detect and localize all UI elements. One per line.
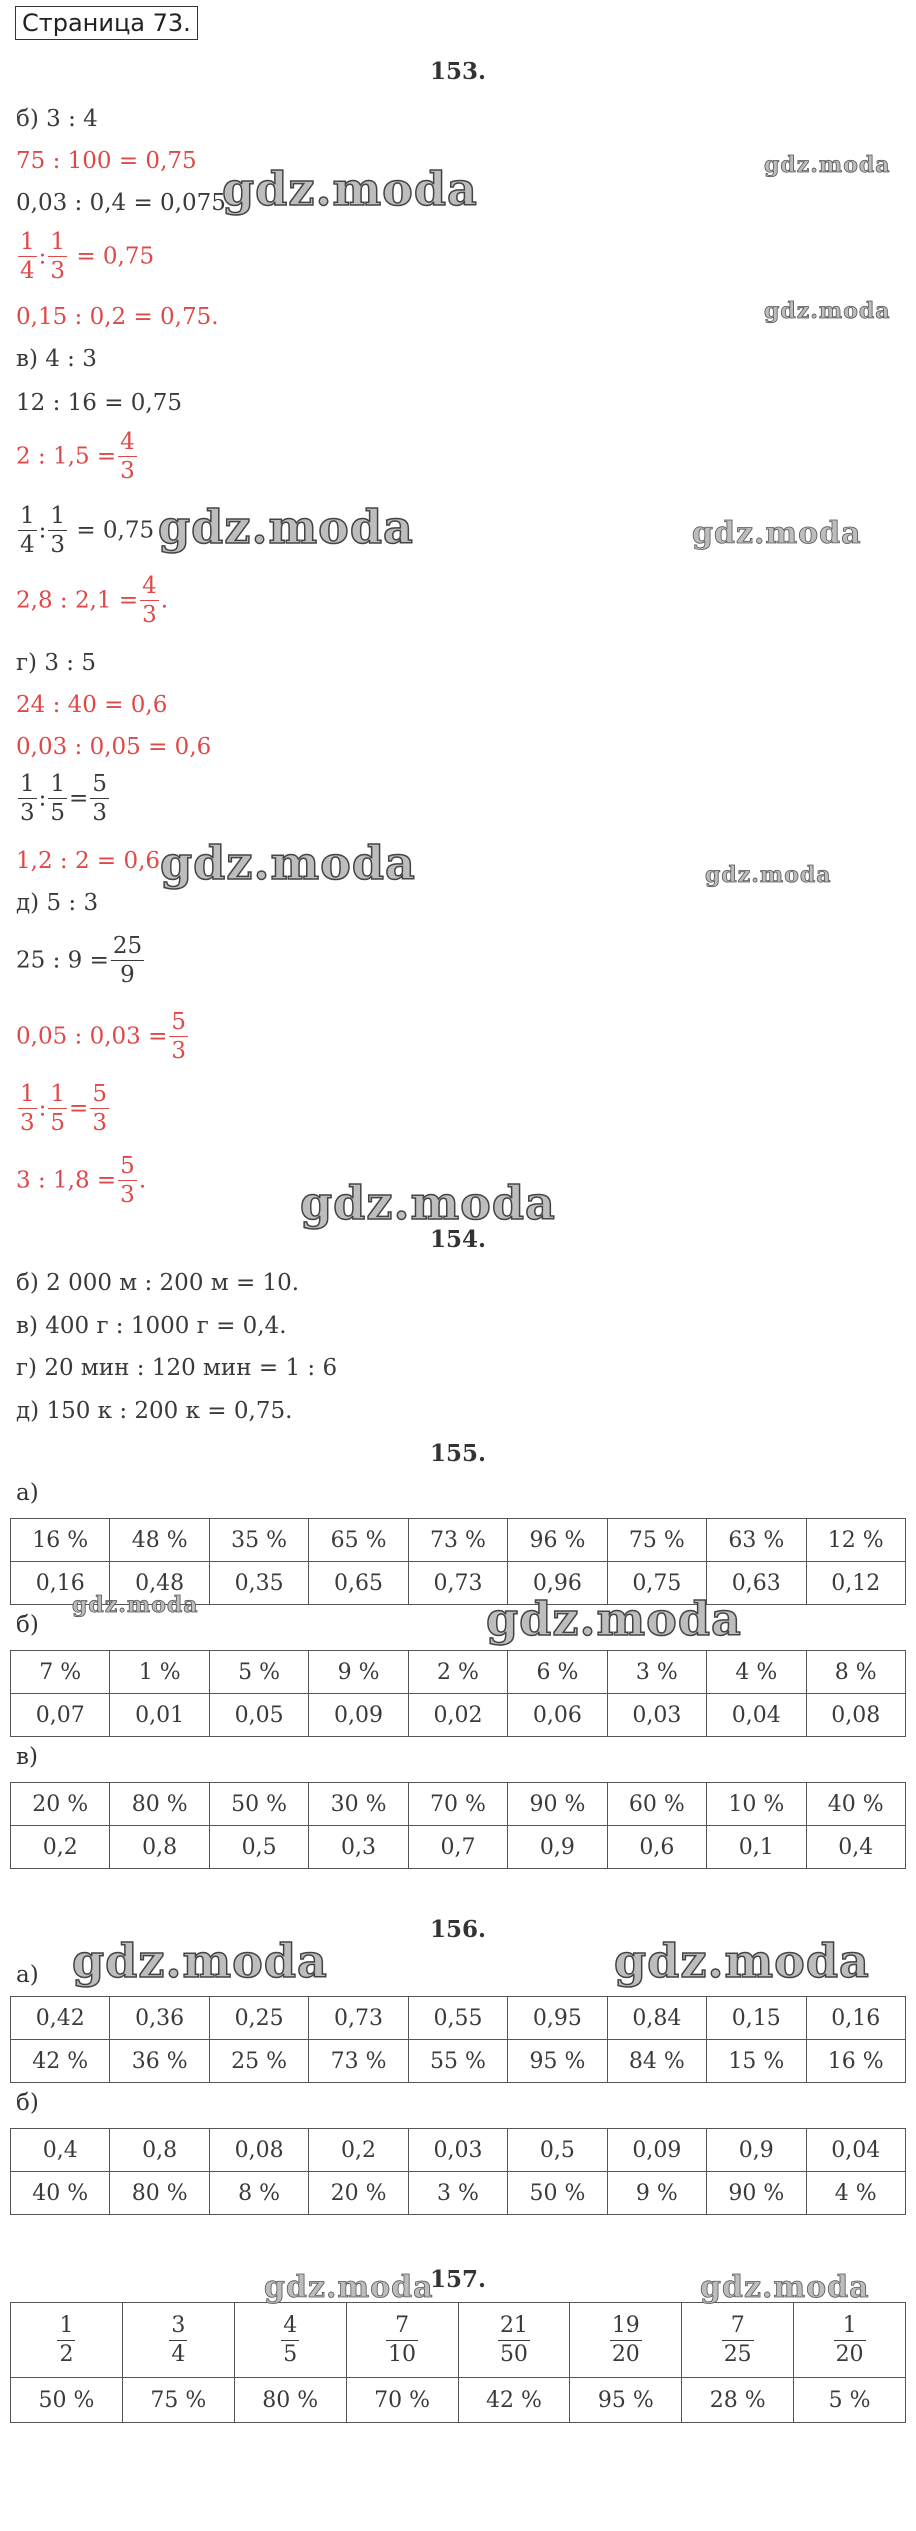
- table-cell: 95 %: [570, 2378, 682, 2423]
- table-cell: 0,06: [508, 1694, 607, 1737]
- table-cell: 0,09: [607, 2129, 706, 2172]
- table-cell: 90 %: [707, 2172, 806, 2215]
- table-cell: 0,73: [309, 1997, 408, 2040]
- problem-153-g-label: г) 3 : 5: [16, 650, 96, 676]
- table-cell: 0,03: [607, 1694, 706, 1737]
- problem-154-g: г) 20 мин : 120 мин = 1 : 6: [16, 1355, 338, 1381]
- table-row: [11, 1997, 906, 2040]
- table-cell: 5 %: [209, 1651, 308, 1694]
- table-cell: 0,48: [110, 1562, 209, 1605]
- watermark: gdz.moda: [614, 1934, 870, 1988]
- problem-153-g-line1: 24 : 40 = 0,6: [16, 692, 168, 718]
- problem-155-b-label: б): [16, 1612, 39, 1638]
- table-cell: 3 %: [408, 2172, 507, 2215]
- watermark: gdz.moda: [692, 516, 862, 551]
- table-cell: 0,5: [508, 2129, 607, 2172]
- table-cell: 6 %: [508, 1651, 607, 1694]
- table-cell: 2 %: [408, 1651, 507, 1694]
- problem-154-heading: 154.: [429, 1226, 487, 1253]
- table-cell: 9 %: [607, 2172, 706, 2215]
- table-row: [11, 2378, 906, 2423]
- fraction: $\frac{5}{3}$: [92, 771, 107, 826]
- table-cell: 80 %: [234, 2378, 346, 2423]
- table-cell: 8 %: [209, 2172, 308, 2215]
- problem-153-v-line2: 2 : 1,5 = $\frac{4}{3}$: [16, 429, 135, 484]
- table-cell: 0,63: [707, 1562, 806, 1605]
- table-row: [11, 2129, 906, 2172]
- table-cell: 0,2: [11, 1826, 110, 1869]
- table-cell: 20 %: [11, 1783, 110, 1826]
- problem-153-b-line1: 75 : 100 = 0,75: [16, 148, 197, 174]
- table-cell: 55 %: [408, 2040, 507, 2083]
- table-cell: 0,96: [508, 1562, 607, 1605]
- table-cell: 50 %: [508, 2172, 607, 2215]
- table-cell: 16 %: [806, 2040, 906, 2083]
- fraction: $\frac{25}{9}$: [112, 933, 143, 988]
- table-cell: 50 %: [11, 2378, 123, 2423]
- fraction: $\frac{7}{10}$: [388, 2312, 417, 2367]
- table-cell: 95 %: [508, 2040, 607, 2083]
- table-row: [11, 1651, 906, 1694]
- table-cell: 0,07: [11, 1694, 110, 1737]
- table-cell: 60 %: [607, 1783, 706, 1826]
- table-cell: 0,04: [707, 1694, 806, 1737]
- watermark: gdz.moda: [72, 1934, 328, 1988]
- fraction: $\frac{1}{3}$: [20, 771, 35, 826]
- table-cell: 0,16: [806, 1997, 906, 2040]
- table-row: [11, 2172, 906, 2215]
- table-row: [11, 1519, 906, 1562]
- table-cell: 0,42: [11, 1997, 110, 2040]
- table-cell: 65 %: [309, 1519, 408, 1562]
- table-cell: 0,12: [806, 1562, 906, 1605]
- problem-155-heading: 155.: [429, 1440, 487, 1467]
- table-cell: 0,3: [309, 1826, 408, 1869]
- problem-153-g-line2: 0,03 : 0,05 = 0,6: [16, 734, 212, 760]
- table-cell: 0,8: [110, 1826, 209, 1869]
- fraction: $\frac{7}{25}$: [723, 2312, 752, 2367]
- problem-155-v-table: [10, 1782, 906, 1869]
- table-cell: 0,2: [309, 2129, 408, 2172]
- table-cell: 73 %: [309, 2040, 408, 2083]
- table-cell: [794, 2303, 906, 2378]
- table-cell: [570, 2303, 682, 2378]
- table-cell: 20 %: [309, 2172, 408, 2215]
- fraction: $\frac{1}{3}$: [20, 1081, 35, 1136]
- fraction: $\frac{19}{20}$: [611, 2312, 640, 2367]
- table-row: [11, 1826, 906, 1869]
- table-cell: [122, 2303, 234, 2378]
- table-cell: 0,9: [707, 2129, 806, 2172]
- table-cell: 75 %: [607, 1519, 706, 1562]
- problem-153-v-line3: $\frac{1}{4}$ : $\frac{1}{3}$ = 0,75: [20, 503, 155, 558]
- fraction: $\frac{4}{3}$: [120, 429, 135, 484]
- table-cell: 48 %: [110, 1519, 209, 1562]
- problem-153-d-line3: $\frac{1}{3}$ : $\frac{1}{5}$ = $\frac{5}{3}$: [20, 1081, 107, 1136]
- problem-156-b-label: б): [16, 2090, 39, 2116]
- fraction: $\frac{5}{3}$: [171, 1009, 187, 1064]
- table-cell: 0,15: [707, 1997, 806, 2040]
- table-cell: [11, 2303, 123, 2378]
- problem-155-a-label: а): [16, 1480, 39, 1506]
- table-cell: 35 %: [209, 1519, 308, 1562]
- table-cell: 16 %: [11, 1519, 110, 1562]
- fraction: $\frac{3}{4}$: [171, 2312, 186, 2367]
- problem-153-v-line4: 2,8 : 2,1 = $\frac{4}{3}$ .: [16, 573, 169, 628]
- problem-153-d-line4: 3 : 1,8 = $\frac{5}{3}$ .: [16, 1153, 147, 1208]
- table-cell: 0,4: [11, 2129, 110, 2172]
- problem-153-g-line4: 1,2 : 2 = 0,6.: [16, 848, 168, 874]
- fraction: $\frac{4}{3}$: [142, 573, 157, 628]
- table-cell: 0,16: [11, 1562, 110, 1605]
- table-cell: 0,08: [209, 2129, 308, 2172]
- table-cell: 28 %: [682, 2378, 794, 2423]
- table-cell: 80 %: [110, 2172, 209, 2215]
- table-cell: 0,5: [209, 1826, 308, 1869]
- table-cell: 0,04: [806, 2129, 906, 2172]
- watermark: gdz.moda: [486, 1592, 742, 1646]
- table-cell: 0,36: [110, 1997, 209, 2040]
- table-cell: 0,65: [309, 1562, 408, 1605]
- problem-156-heading: 156.: [429, 1916, 487, 1943]
- table-cell: 0,4: [806, 1826, 906, 1869]
- table-cell: 15 %: [707, 2040, 806, 2083]
- fraction: $\frac{1}{5}$: [50, 771, 66, 826]
- table-cell: 40 %: [806, 1783, 906, 1826]
- table-cell: 4 %: [707, 1651, 806, 1694]
- fraction: $\frac{1}{4}$: [20, 229, 35, 284]
- problem-153-b-line4: 0,15 : 0,2 = 0,75.: [16, 304, 219, 330]
- fraction: $\frac{5}{3}$: [120, 1153, 135, 1208]
- table-cell: 0,84: [607, 1997, 706, 2040]
- watermark: gdz.moda: [700, 2270, 870, 2305]
- table-cell: [458, 2303, 570, 2378]
- table-cell: 0,9: [508, 1826, 607, 1869]
- problem-154-b: б) 2 000 м : 200 м = 10.: [16, 1270, 300, 1296]
- table-cell: 10 %: [707, 1783, 806, 1826]
- table-cell: [682, 2303, 794, 2378]
- table-cell: 0,55: [408, 1997, 507, 2040]
- table-cell: 0,02: [408, 1694, 507, 1737]
- problem-154-v: в) 400 г : 1000 г = 0,4.: [16, 1313, 287, 1339]
- table-cell: 3 %: [607, 1651, 706, 1694]
- problem-153-v-label: в) 4 : 3: [16, 346, 97, 372]
- fraction: $\frac{4}{5}$: [283, 2312, 298, 2367]
- table-cell: 0,08: [806, 1694, 906, 1737]
- table-cell: 75 %: [122, 2378, 234, 2423]
- problem-153-d-line2: 0,05 : 0,03 = $\frac{5}{3}$: [16, 1009, 187, 1064]
- table-cell: 70 %: [346, 2378, 458, 2423]
- table-cell: 96 %: [508, 1519, 607, 1562]
- problem-153-d-line1: 25 : 9 = $\frac{25}{9}$: [16, 933, 143, 988]
- page-label: Страница 73.: [15, 6, 198, 40]
- table-row: [11, 1783, 906, 1826]
- table-cell: 0,6: [607, 1826, 706, 1869]
- table-cell: 63 %: [707, 1519, 806, 1562]
- table-cell: 4 %: [806, 2172, 906, 2215]
- fraction: $\frac{1}{5}$: [50, 1081, 66, 1136]
- problem-156-b-table: [10, 2128, 906, 2215]
- problem-156-a-label: а): [16, 1962, 39, 1988]
- fraction: $\frac{1}{4}$: [20, 503, 35, 558]
- watermark: gdz.moda: [705, 862, 832, 888]
- fraction: $\frac{1}{3}$: [50, 503, 66, 558]
- table-cell: 50 %: [209, 1783, 308, 1826]
- problem-156-a-table: [10, 1996, 906, 2083]
- table-row: [11, 1694, 906, 1737]
- table-cell: 7 %: [11, 1651, 110, 1694]
- table-cell: [346, 2303, 458, 2378]
- table-cell: 0,95: [508, 1997, 607, 2040]
- table-cell: 9 %: [309, 1651, 408, 1694]
- table-cell: [234, 2303, 346, 2378]
- table-cell: 0,05: [209, 1694, 308, 1737]
- table-cell: 90 %: [508, 1783, 607, 1826]
- problem-154-d: д) 150 к : 200 к = 0,75.: [16, 1398, 293, 1424]
- problem-153-d-label: д) 5 : 3: [16, 890, 99, 916]
- table-cell: 0,35: [209, 1562, 308, 1605]
- fraction: $\frac{1}{20}$: [835, 2312, 864, 2367]
- fraction: $\frac{1}{2}$: [59, 2312, 74, 2367]
- table-cell: 0,73: [408, 1562, 507, 1605]
- problem-153-b-line3: $\frac{1}{4}$ : $\frac{1}{3}$ = 0,75: [20, 229, 155, 284]
- table-cell: 0,25: [209, 1997, 308, 2040]
- problem-153-b-line2: 0,03 : 0,4 = 0,075: [16, 190, 226, 216]
- table-cell: 25 %: [209, 2040, 308, 2083]
- table-cell: 30 %: [309, 1783, 408, 1826]
- table-cell: 42 %: [11, 2040, 110, 2083]
- watermark: gdz.moda: [764, 298, 891, 324]
- table-cell: 12 %: [806, 1519, 906, 1562]
- problem-157-table: [10, 2302, 906, 2423]
- table-cell: 0,7: [408, 1826, 507, 1869]
- watermark: gdz.moda: [264, 2270, 434, 2305]
- watermark: gdz.moda: [72, 1592, 199, 1618]
- fraction: $\frac{21}{50}$: [499, 2312, 528, 2367]
- table-cell: 80 %: [110, 1783, 209, 1826]
- table-cell: 70 %: [408, 1783, 507, 1826]
- problem-153-heading: 153.: [429, 58, 487, 85]
- table-cell: 0,01: [110, 1694, 209, 1737]
- problem-153-v-line1: 12 : 16 = 0,75: [16, 390, 183, 416]
- table-cell: 84 %: [607, 2040, 706, 2083]
- watermark: gdz.moda: [222, 162, 478, 216]
- table-cell: 0,8: [110, 2129, 209, 2172]
- table-cell: 36 %: [110, 2040, 209, 2083]
- watermark: gdz.moda: [160, 836, 416, 890]
- problem-155-v-label: в): [16, 1744, 38, 1770]
- table-row: [11, 2040, 906, 2083]
- table-row: [11, 2303, 906, 2378]
- table-cell: 0,75: [607, 1562, 706, 1605]
- fraction: $\frac{5}{3}$: [92, 1081, 107, 1136]
- table-cell: 0,03: [408, 2129, 507, 2172]
- table-cell: 73 %: [408, 1519, 507, 1562]
- table-cell: 8 %: [806, 1651, 906, 1694]
- table-cell: 1 %: [110, 1651, 209, 1694]
- table-cell: 5 %: [794, 2378, 906, 2423]
- problem-155-b-table: [10, 1650, 906, 1737]
- watermark: gdz.moda: [300, 1176, 556, 1230]
- table-cell: 40 %: [11, 2172, 110, 2215]
- table-cell: 42 %: [458, 2378, 570, 2423]
- watermark: gdz.moda: [158, 500, 414, 554]
- watermark: gdz.moda: [764, 152, 891, 178]
- table-cell: 0,09: [309, 1694, 408, 1737]
- fraction: $\frac{1}{3}$: [50, 229, 66, 284]
- problem-153-g-line3: $\frac{1}{3}$ : $\frac{1}{5}$ = $\frac{5}{3}$: [20, 771, 107, 826]
- table-cell: 0,1: [707, 1826, 806, 1869]
- problem-157-heading: 157.: [429, 2266, 487, 2293]
- problem-153-b-label: б) 3 : 4: [16, 106, 98, 132]
